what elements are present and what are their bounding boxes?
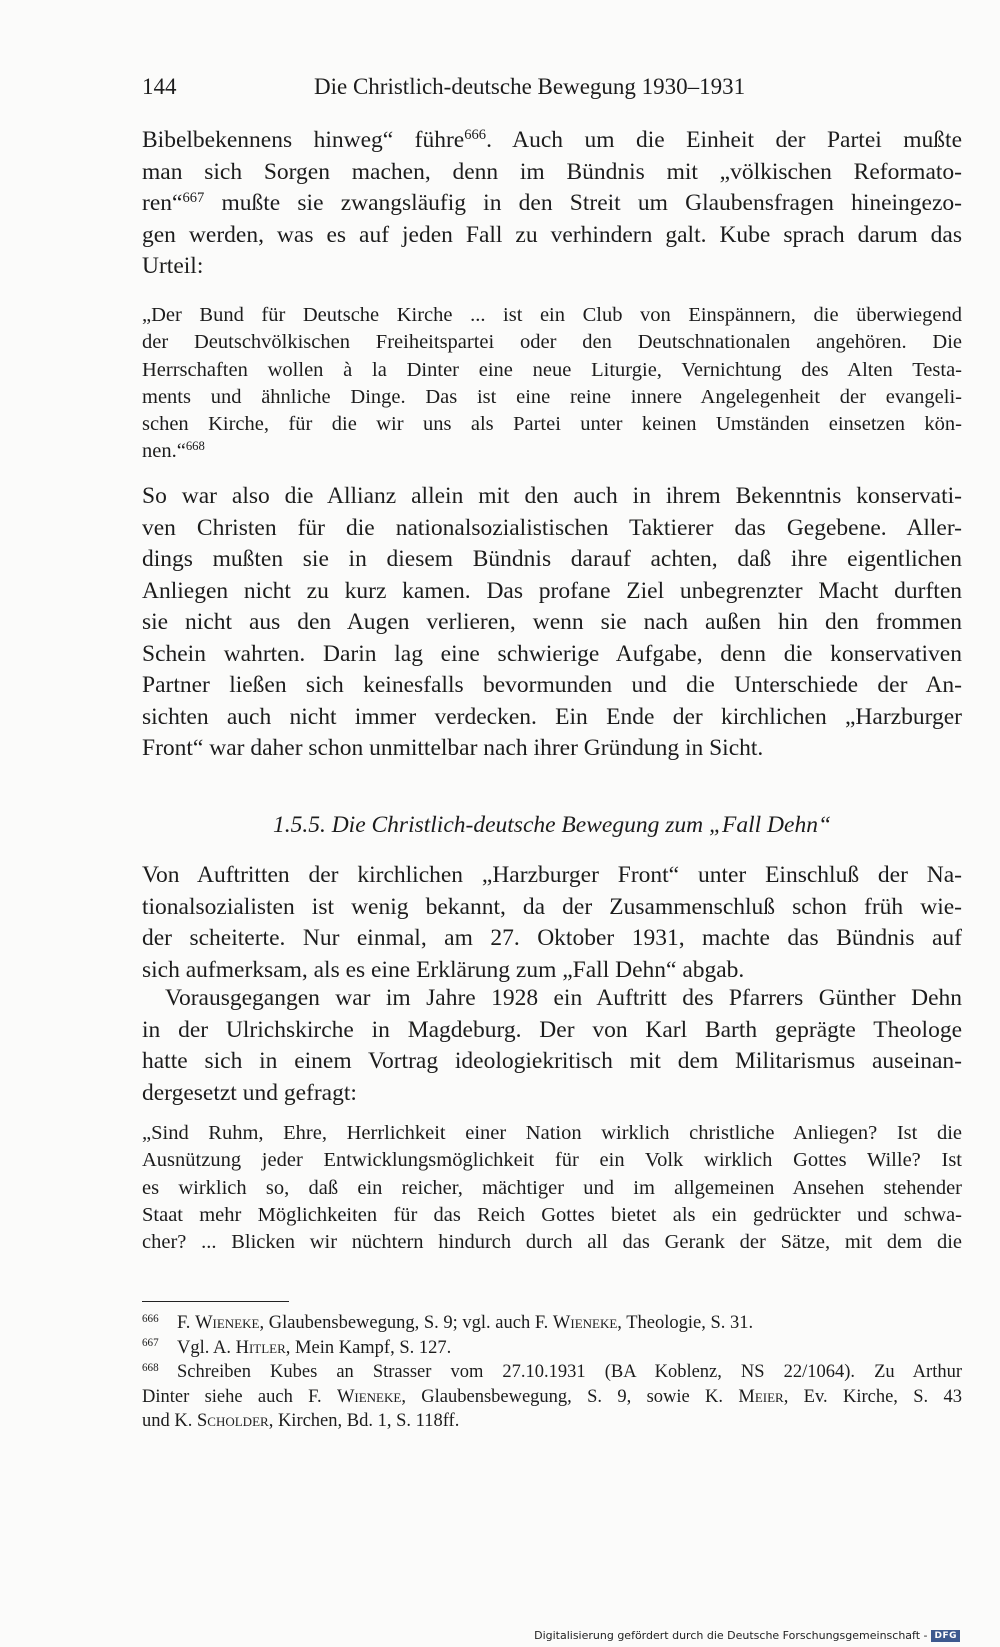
text-line: man sich Sorgen machen, denn im Bündnis mit „völkischen Reformato-	[142, 158, 962, 185]
author-name: Wieneke	[552, 1313, 618, 1333]
text-line: der scheiterte. Nur einmal, am 27. Oktober 1931, machte das Bündnis auf	[142, 925, 962, 951]
footnote-668-continued	[142, 1385, 962, 1410]
paragraph-2	[142, 481, 962, 765]
quote-line: Herrschaften wollen à la Dinter eine neue Liturgie, Vernichtung des Alten Testa-	[142, 358, 962, 381]
quote-line: „Der Bund für Deutsche Kirche ... ist ein Club von Einspännern, die überwiegend	[142, 304, 962, 326]
quote-line: ments und ähnliche Dinge. Das ist eine reine innere Angelegenheit der evangeli-	[142, 385, 962, 408]
quote-line: Ausnützung jeder Entwicklungsmöglichkeit für ein Volk wirklich Gottes Wille? Ist	[142, 1149, 962, 1172]
footnote-text: und K.	[142, 1411, 197, 1431]
block-quote-2	[142, 1120, 962, 1256]
author-name: Hitler	[235, 1337, 286, 1358]
page-number: 144	[142, 74, 177, 99]
author-name: Meier	[738, 1386, 784, 1407]
footnote-text: Schreiben Kubes an Strasser vom 27.10.1931 (BA Koblenz, NS 22/1064). Zu Arthur	[177, 1362, 962, 1382]
footnote-text: , Ev. Kirche, S. 43	[783, 1386, 962, 1407]
text-line: Vorausgegangen war im Jahre 1928 ein Auftritt des Pfarrers Günther Dehn	[165, 985, 962, 1011]
footnote-text: , Mein Kampf, S. 127.	[285, 1337, 452, 1358]
footnote-ref-666: 666	[464, 127, 487, 143]
quote-line: „Sind Ruhm, Ehre, Herrlichkeit einer Nation wirklich christliche Anliegen? Ist die	[142, 1122, 962, 1144]
author-name: Wieneke	[195, 1313, 260, 1333]
footnote-text: Vgl. A.	[177, 1337, 236, 1358]
digitization-credit	[534, 1629, 960, 1642]
quote-line: Staat mehr Möglichkeiten für das Reich Gottes bietet als ein gedrückter und schwa-	[142, 1203, 962, 1226]
footnote-text: , Theologie, S. 31.	[617, 1313, 754, 1333]
footnote-rule	[142, 1301, 289, 1302]
quote-line: cher? ... Blicken wir nüchtern hindurch durch all das Gerank der Sätze, mit dem die	[142, 1231, 962, 1254]
page-header	[142, 74, 792, 108]
footnote-668: $^{668}$ Schreiben Kubes an Strasser vom 27.10.1931 (BA Koblenz, NS 22/1064). Zu Arthur	[142, 1361, 962, 1382]
paragraph-3	[142, 860, 962, 986]
text-line: dergesetzt und gefragt:	[142, 1079, 357, 1106]
text-line: Urteil:	[142, 253, 204, 279]
text-line: ren“$^{667}$ mußte sie zwangsläufig in den Streit um Glaubensfragen hineingezo-	[142, 190, 962, 216]
section-heading: 1.5.5. Die Christlich-deutsche Bewegung zum „Fall Dehn“	[272, 812, 832, 838]
block-quote-1	[142, 302, 962, 466]
dfg-logo: DFG	[931, 1630, 960, 1642]
footnote-667: $^{667}$ Vgl. A. Hitler, Mein Kampf, S. 127.	[142, 1337, 452, 1358]
author-name: Scholder	[197, 1411, 269, 1431]
text-line: Bibelbekennens hinweg“ führe$^{666}$. Auch um die Einheit der Partei mußte	[142, 127, 962, 153]
footnote-ref-667: 667	[182, 190, 205, 206]
footnote-ref-668: 668	[185, 439, 205, 454]
author-name: Wieneke	[336, 1386, 402, 1407]
quote-line: nen.“$^{668}$	[142, 439, 205, 463]
text-line: Von Auftritten der kirchlichen „Harzburger Front“ unter Einschluß der Na-	[142, 862, 962, 888]
text-line: So war also die Allianz allein mit den auch in ihrem Bekenntnis konservati-	[142, 483, 962, 509]
quote-line: der Deutschvölkischen Freiheitspartei oder den Deutschnationalen angehören. Die	[142, 331, 962, 354]
text-line: gen werden, was es auf jeden Fall zu verhindern galt. Kube sprach darum das	[142, 221, 962, 248]
text-line: Schein wahrten. Darin lag eine schwierige Aufgabe, denn die konservativen	[142, 640, 962, 667]
text-line: sich aufmerksam, als es eine Erklärung zum „Fall Dehn“ abgab.	[142, 956, 745, 983]
text-line: dings mußten sie in diesem Bündnis darauf achten, daß ihre eigentlichen	[142, 546, 962, 572]
text-line: Anliegen nicht zu kurz kamen. Das profane Ziel unbegrenzter Macht durften	[142, 577, 962, 604]
text-line: Partner ließen sich keinesfalls bevormunden und die Unterschiede der An-	[142, 672, 962, 698]
text-line: tionalsozialisten ist wenig bekannt, da der Zusammenschluß schon früh wie-	[142, 893, 962, 920]
footnote-668-continued	[142, 1409, 962, 1434]
text-line: sichten auch nicht immer verdecken. Ein Ende der kirchlichen „Harzburger	[142, 703, 962, 730]
text-line: sie nicht aus den Augen verlieren, wenn sie nach außen hin den frommen	[142, 609, 962, 635]
footnote-text: F.	[177, 1313, 196, 1333]
quote-line: es wirklich so, daß ein reicher, mächtiger und im allgemeinen Ansehen stehender	[142, 1176, 962, 1199]
paragraph-1	[142, 125, 962, 283]
credit-text: Digitalisierung gefördert durch die Deutsche Forschungsgemeinschaft -	[534, 1629, 928, 1642]
text-line: ven Christen für die nationalsozialistischen Taktierer das Gegebene. Aller-	[142, 514, 962, 541]
text-line: in der Ulrichskirche in Magdeburg. Der von Karl Barth geprägte Theologe	[142, 1016, 962, 1043]
footnote-text: , Kirchen, Bd. 1, S. 118ff.	[268, 1411, 460, 1431]
quote-line: schen Kirche, für die wir uns als Partei unter keinen Umständen einsetzen kön-	[142, 413, 962, 436]
text-line: hatte sich in einem Vortrag ideologiekritisch mit dem Militarismus auseinan-	[142, 1048, 962, 1074]
footnotes	[142, 1311, 962, 1434]
footnote-666: $^{666}$ F. Wieneke, Glaubensbewegung, S. 9; vgl. auch F. Wieneke, Theologie, S. 31.	[142, 1312, 754, 1333]
footnote-text: Dinter siehe auch F.	[142, 1386, 337, 1407]
paragraph-4	[142, 983, 962, 1109]
text-line: Front“ war daher schon unmittelbar nach ihrer Gründung in Sicht.	[142, 735, 764, 761]
footnote-text: , Glaubensbewegung, S. 9, sowie K.	[401, 1386, 739, 1407]
footnote-text: , Glaubensbewegung, S. 9; vgl. auch F.	[259, 1313, 553, 1333]
running-title: Die Christlich-deutsche Bewegung 1930–1931	[314, 74, 746, 99]
